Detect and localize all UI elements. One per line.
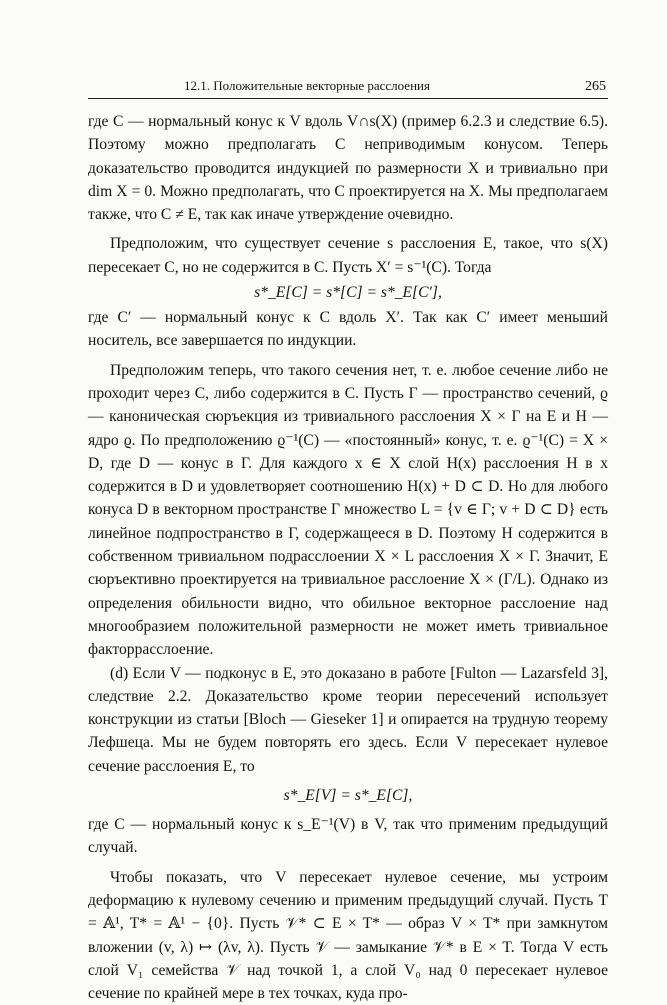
paragraph: Чтобы показать, что V пересекает нулевое сечение, мы устроим деформацию к нулевому сечению и применим предыдущий случай. Пусть T = 𝔸¹, T* = 𝔸¹ − {0}. Пусть 𝒱* ⊂ E × T* — образ V × T* при замкнутом вложении (v, λ) ↦ (λv, λ). Пусть 𝒱 — замыкание 𝒱* в E × T. Тогда V есть слой V₁ семейства 𝒱 над точкой 1, а слой V₀ над 0 пересекает нулевое сечение по крайней мере в тех точках, куда про- <box>88 868 608 1003</box>
running-title: 12.1. Положительные векторные расслоения <box>184 78 430 93</box>
running-header <box>88 78 608 99</box>
paragraph: Предположим теперь, что такого сечения нет, т. е. любое сечение либо не проходит через C, либо содержится в C. Пусть Γ — пространство сечений, ϱ — каноническая сюръекция из тривиального расслоения X × Γ на E и H — ядро ϱ. По предположению ϱ⁻¹(C) — «постоянный» конус, т. е. ϱ⁻¹(C) = X × D, где D — конус в Γ. Для каждого x ∈ X слой H(x) расслоения H в x содержится в D и удовлетворяет соотношению H(x) + D ⊂ D. Но для любого конуса D в векторном пространстве Γ множество L = {v ∈ Γ; v + D ⊂ D} есть линейное подпространство в Γ, содержащееся в D. Поэтому H содержится в собственном тривиальном подрасслоении X × L расслоения X × Γ. Значит, E сюръективно проектируется на тривиальное расслоение X × (Γ/L). Однако из определения обильности видно, что обильное векторное расслоение над многообразием положительной размерности не может иметь тривиальное факторрасслоение. <box>88 361 608 659</box>
paragraph: где C — нормальный конус к V вдоль V∩s(X) (пример 6.2.3 и следствие 6.5). Поэтому можно предполагать C неприводимым конусом. Теперь доказательство проводится индукцией по размерности X и тривиально при dim X = 0. Можно предполагать, что C проектируется на X. Мы предполагаем также, что C ≠ E, так как иначе утверждение очевидно. <box>88 113 608 224</box>
page-number: 265 <box>585 79 606 94</box>
paragraph: Предположим, что существует сечение s расслоения E, такое, что s(X) пересекает C, но не содержится в C. Пусть X′ = s⁻¹(C). Тогда <box>88 235 608 276</box>
paragraph: где C — нормальный конус к s_E⁻¹(V) в V, так что применим предыдущий случай. <box>88 816 608 857</box>
page <box>88 78 608 1005</box>
formula: s*_E[V] = s*_E[C], <box>283 787 413 805</box>
formula: s*_E[C] = s*[C] = s*_E[C′], <box>254 284 442 302</box>
paragraph: (d) Если V — подконус в E, это доказано в работе [Fulton — Lazarsfeld 3], следствие 2.2. Доказательство кроме теории пересечений использует конструкции из статьи [Bloch — Gieseker 1] и опирается на трудную теорему Лефшеца. Мы не будем повторять его здесь. Если V пересекает нулевое сечение расслоения E, то <box>88 664 608 775</box>
paragraph: где C′ — нормальный конус к C вдоль X′. Так как C′ имеет меньший носитель, все завершается по индукции. <box>88 309 608 350</box>
